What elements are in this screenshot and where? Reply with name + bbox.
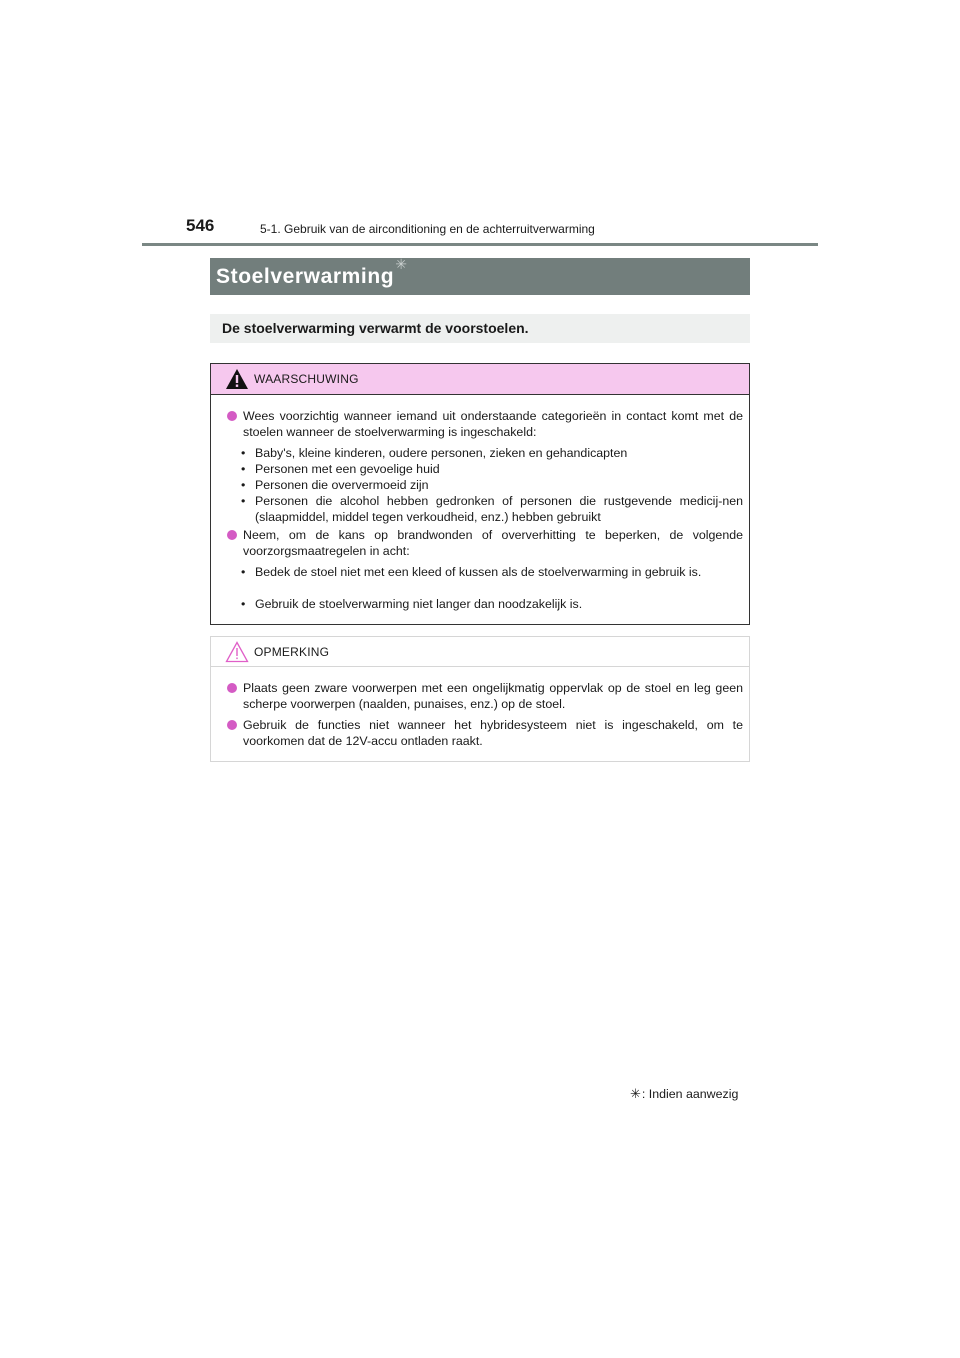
notice-bullet — [227, 680, 743, 712]
intro-bar — [210, 314, 750, 343]
bullet-dot — [227, 411, 237, 421]
section-title: Stoelverwarming — [216, 265, 395, 288]
footnote-text: : Indien aanwezig — [641, 1087, 739, 1101]
header-rule — [142, 243, 818, 246]
warning-subitem — [241, 477, 743, 493]
notice-label: OPMERKING — [254, 645, 330, 659]
notice-header — [211, 637, 749, 667]
warning-subitem — [241, 596, 743, 612]
sub-bullet: • — [241, 565, 246, 579]
bullet-dot — [227, 683, 237, 693]
warning-box — [210, 363, 750, 625]
notice-bullet-text: Gebruik de functies niet wanneer het hybridesysteem niet is ingeschakeld, om te voorkomen dat de 12V-accu ontladen raakt. — [243, 718, 743, 748]
warning-subitem — [241, 564, 743, 580]
warning-subitem — [241, 493, 743, 525]
sub-bullet: • — [241, 494, 246, 508]
warning-bullet-text: Neem, om de kans op brandwonden of oververhitting te beperken, de volgende voorzorgsmaatregelen in acht: — [243, 528, 743, 558]
warning-subitem-text: Personen die alcohol hebben gedronken of personen die rustgevende medicij-nen (slaapmiddel, middel tegen verkoudheid, enz.) hebben gebruikt — [255, 494, 743, 524]
warning-subitem-text: Gebruik de stoelverwarming niet langer dan noodzakelijk is. — [255, 597, 583, 611]
warning-bullet — [227, 527, 743, 559]
sub-bullet: • — [241, 446, 246, 460]
section-reference: 5-1. Gebruik van de airconditioning en de achterruitverwarming — [260, 222, 595, 236]
warning-subitem-text: Personen die oververmoeid zijn — [255, 478, 429, 492]
notice-bullet-text: Plaats geen zware voorwerpen met een ongelijkmatig oppervlak op de stoel en leg geen scherpe voorwerpen (naalden, punaises, enz.) op de stoel. — [243, 681, 743, 711]
section-title-bar — [210, 258, 750, 295]
notice-box — [210, 636, 750, 762]
warning-subitem-text: Personen met een gevoelige huid — [255, 462, 440, 476]
warning-label: WAARSCHUWING — [254, 372, 359, 386]
warning-triangle-outline-icon — [225, 641, 249, 663]
sub-bullet: • — [241, 462, 246, 476]
sub-bullet: • — [241, 478, 246, 492]
page-number: 546 — [186, 216, 215, 235]
warning-bullet-text: Wees voorzichtig wanneer iemand uit onderstaande categorieën in contact komt met de stoelen wanneer de stoelverwarming is ingeschakeld: — [243, 409, 743, 439]
availability-marker: ✳ — [630, 1086, 641, 1101]
warning-subitem — [241, 445, 743, 461]
warning-subitem-text: Bedek de stoel niet met een kleed of kussen als de stoelverwarming in gebruik is. — [255, 565, 702, 579]
footnote — [630, 1086, 738, 1102]
availability-marker: ✳ — [395, 256, 407, 272]
warning-header — [211, 364, 749, 395]
bullet-dot — [227, 530, 237, 540]
notice-bullet — [227, 717, 743, 749]
warning-triangle-filled-icon — [225, 368, 249, 390]
sub-bullet: • — [241, 597, 246, 611]
intro-text: De stoelverwarming verwarmt de voorstoelen. — [222, 320, 529, 336]
warning-bullet — [227, 408, 743, 440]
warning-subitem — [241, 461, 743, 477]
warning-subitem-text: Baby's, kleine kinderen, oudere personen, zieken en gehandicapten — [255, 446, 628, 460]
bullet-dot — [227, 720, 237, 730]
